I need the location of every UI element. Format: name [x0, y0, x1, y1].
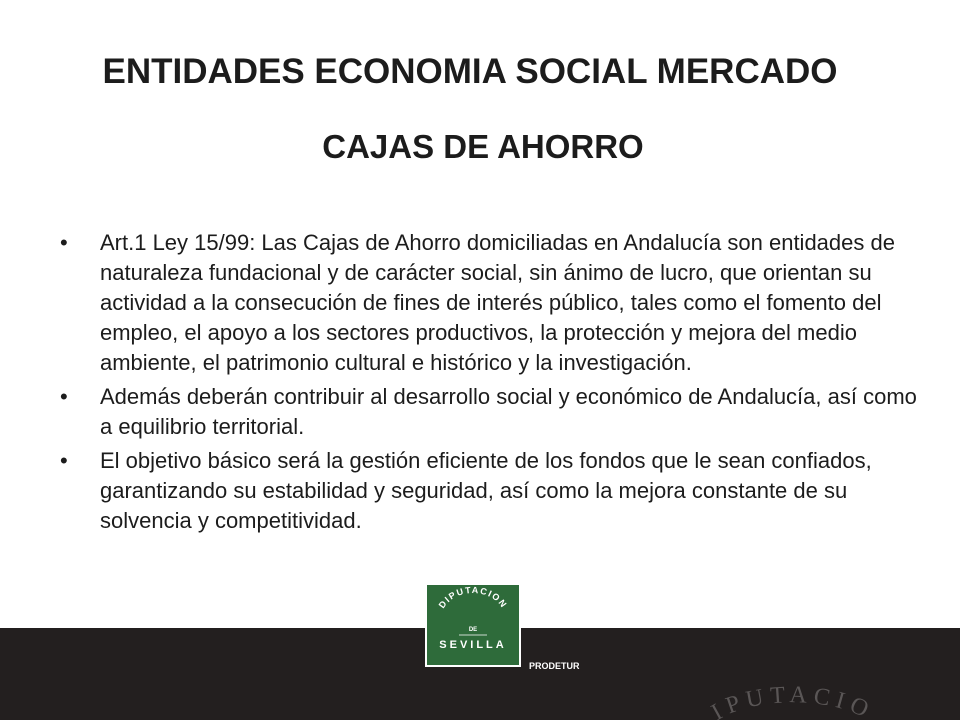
bullet-item — [60, 446, 920, 536]
diputacion-sevilla-logo — [425, 583, 521, 667]
bullet-icon: • — [60, 448, 68, 473]
svg-text:DIPUTACION — [705, 678, 878, 720]
bullet-text: Art.1 Ley 15/99: Las Cajas de Ahorro domiciliadas en Andalucía son entidades de naturaleza fundacional y de carácter social, sin ánimo de lucro, que orientan su actividad a la consecución de fines de interés público, tales como el fomento del empleo, el apoyo a los sectores productivos, la protección y mejora del medio ambiente, el patrimonio cultural e histórico y la investigación. — [100, 230, 895, 375]
slide-subtitle: CAJAS DE AHORRO — [322, 128, 644, 165]
bullet-text: Además deberán contribuir al desarrollo social y económico de Andalucía, así como a equilibrio territorial. — [100, 384, 917, 439]
svg-text:DIPUTACION — [437, 585, 510, 610]
bullet-item — [60, 382, 920, 442]
bullet-text: El objetivo básico será la gestión eficiente de los fondos que le sean confiados, garantizando su estabilidad y seguridad, así como la mejora constante de su solvencia y competitividad. — [100, 448, 872, 533]
watermark-text: IPUTACIO — [707, 682, 878, 720]
bullet-item — [60, 228, 920, 378]
slide-title: ENTIDADES ECONOMIA SOCIAL MERCADO — [102, 52, 838, 91]
bullet-list — [60, 228, 920, 540]
logo-line1: DIPUTACION — [436, 585, 510, 611]
bullet-icon: • — [60, 230, 68, 255]
diputacion-watermark — [705, 678, 880, 720]
prodetur-label: PRODETUR — [529, 661, 580, 671]
logo-line3: SEVILLA — [439, 639, 507, 651]
bullet-icon: • — [60, 384, 68, 409]
logo-line2: DE — [468, 627, 478, 633]
